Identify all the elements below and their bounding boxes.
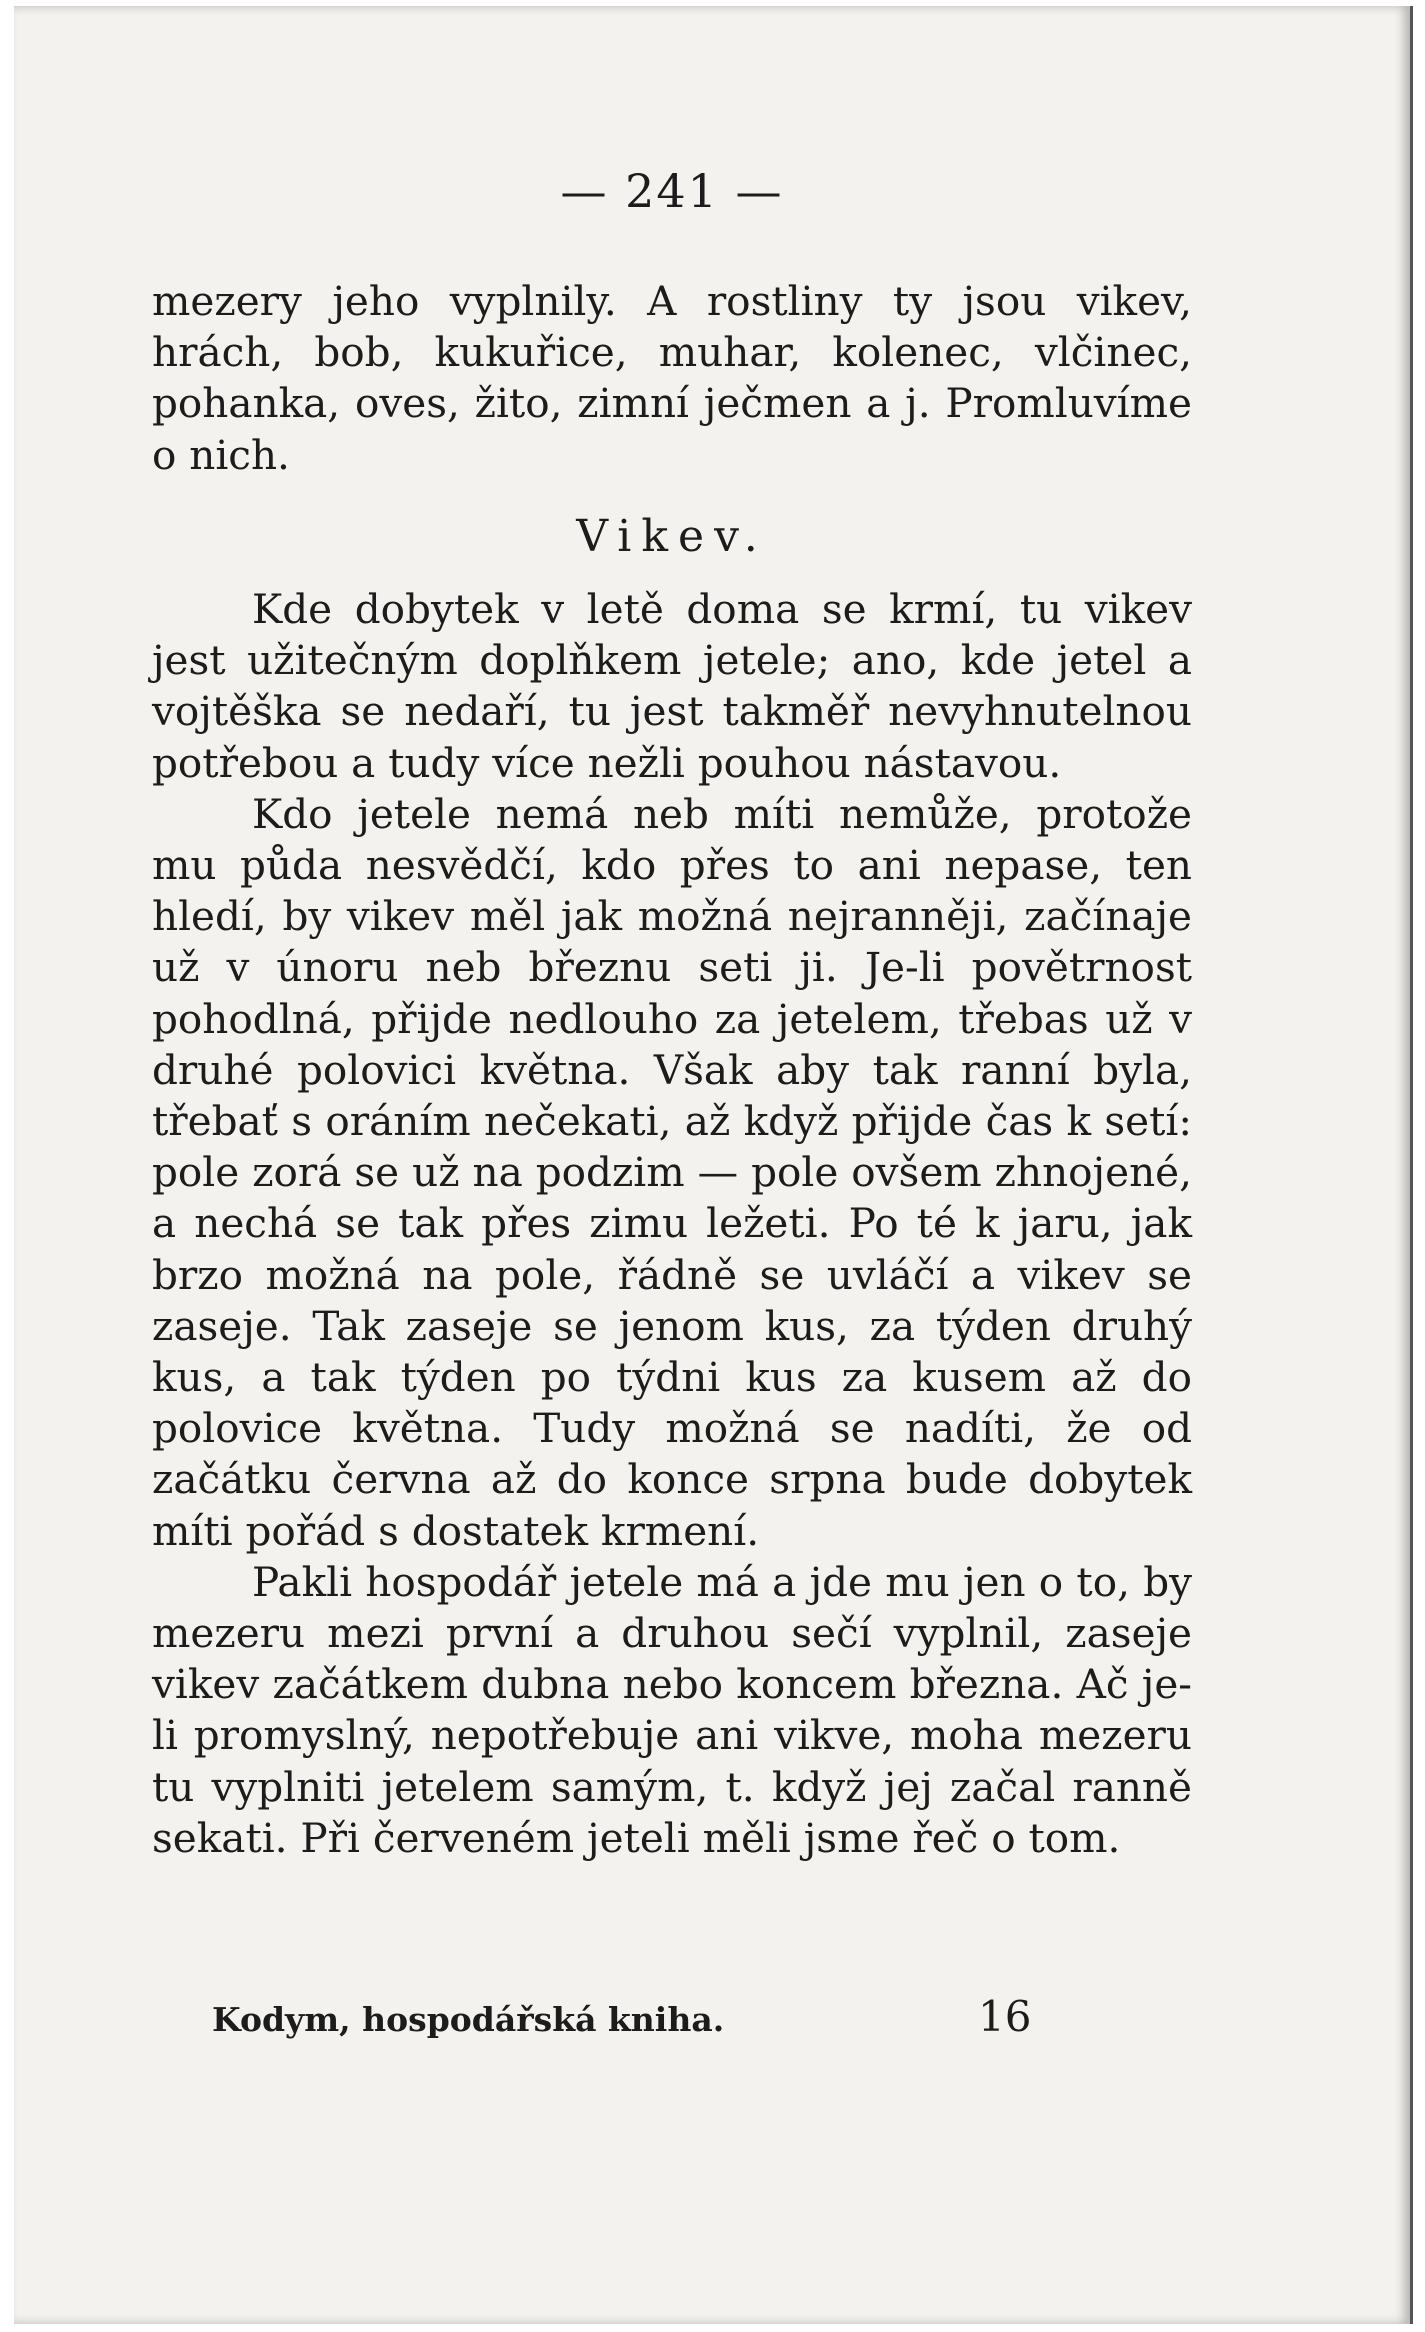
book-page — [14, 6, 1413, 2324]
page-footer — [152, 1988, 1192, 2048]
page-number: — 241 — — [560, 164, 784, 218]
body-text — [152, 276, 1192, 1864]
section-title: Vikev. — [576, 510, 768, 562]
footer-sheet-number: 16 — [978, 1992, 1032, 2041]
paragraph-2: Kdo jetele nemá neb míti nemůže, protože mu půda nesvědčí, kdo přes to ani nepase, ten hledí, by vikev měl jak možná nejranněji, začínaje už v únoru neb březnu seti ji. Je-li povětrnost pohodlná, přijde nedlouho za jetelem, třebas už v druhé polovici května. Však aby tak ranní byla, třebať s oráním nečekati, až když přijde čas k setí: pole zorá se už na podzim — pole ovšem zhnojené, a nechá se tak přes zimu ležeti. Po té k jaru, jak brzo možná na pole, řádně se uvláčí a vikev se zaseje. Tak zaseje se jenom kus, za týden druhý kus, a tak týden po týdni kus za kusem až do polovice května. Tudy možná se nadíti, že od začátku června až do konce srpna bude dobytek míti pořád s dostatek krmení. — [152, 789, 1192, 1555]
intro-paragraph: mezery jeho vyplnily. A rostliny ty jsou vikev, hrách, bob, kukuřice, muhar, kolenec, vlčinec, pohanka, oves, žito, zimní ječmen a j. Promluvíme o nich. — [152, 277, 1192, 479]
paragraph-3: Pakli hospodář jetele má a jde mu jen o to, by mezeru mezi první a druhou sečí vyplnil, zaseje vikev začátkem dubna nebo koncem března. Ač je-li promyslný, nepotřebuje ani vikve, moha mezeru tu vyplniti jetelem samým, t. když jej začal ranně sekati. Při červeném jeteli měli jsme řeč o tom. — [152, 1557, 1192, 1862]
footer-signature: Kodym, hospodářská kniha. — [212, 2000, 725, 2039]
paragraph-1: Kde dobytek v letě doma se krmí, tu vikev jest užitečným doplňkem jetele; ano, kde jetel a vojtěška se nedaří, tu jest takměř nevyhnutelnou potřebou a tudy více nežli pouhou nástavou. — [152, 585, 1192, 787]
